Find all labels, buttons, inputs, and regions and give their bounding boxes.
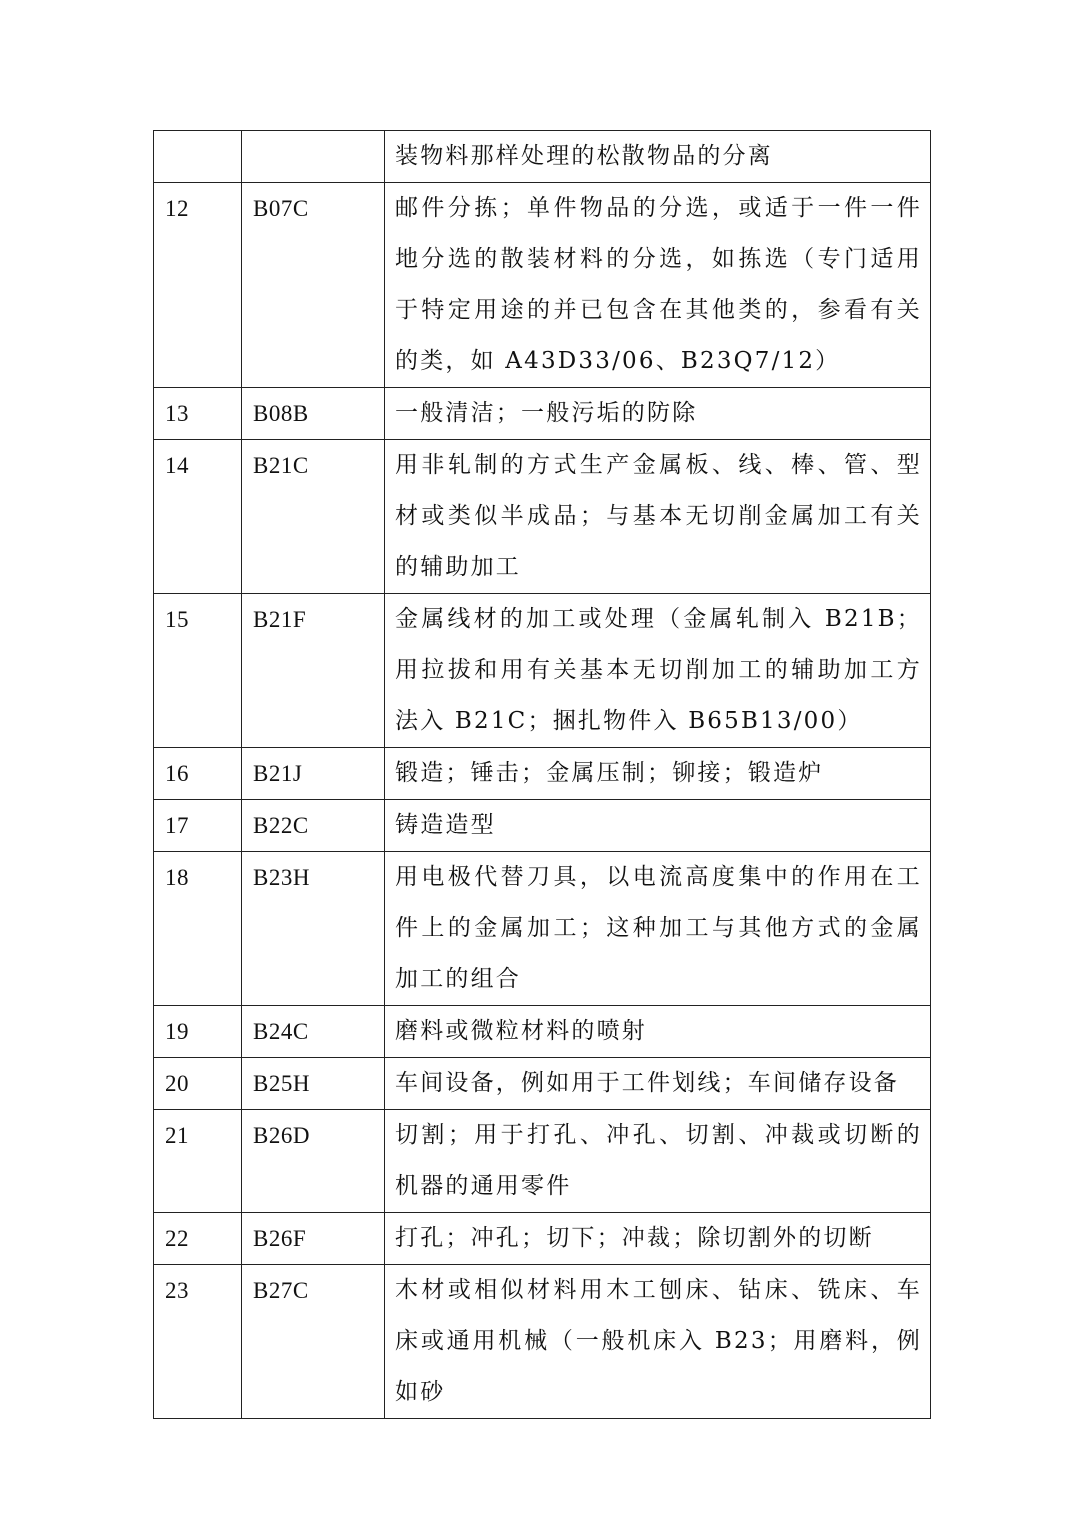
row-number-cell <box>154 388 242 440</box>
table-row <box>154 1006 931 1058</box>
row-number: 22 <box>165 1226 189 1251</box>
classification-table <box>153 130 931 1419</box>
class-code-cell <box>242 594 385 748</box>
row-number: 19 <box>165 1019 189 1044</box>
description-cell <box>385 748 931 800</box>
description-cell <box>385 440 931 594</box>
row-number-cell <box>154 748 242 800</box>
description-cell <box>385 388 931 440</box>
class-code: B26D <box>253 1123 310 1148</box>
description-cell <box>385 1213 931 1265</box>
description: 切割；用于打孔、冲孔、切割、冲裁或切断的机器的通用零件 <box>395 1122 922 1199</box>
row-number-cell <box>154 852 242 1006</box>
table-row <box>154 748 931 800</box>
table-row <box>154 594 931 748</box>
row-number: 17 <box>165 813 189 838</box>
row-number: 14 <box>165 453 189 478</box>
table-row <box>154 131 931 183</box>
class-code: B25H <box>253 1071 310 1096</box>
class-code-cell <box>242 1213 385 1265</box>
class-code-cell <box>242 440 385 594</box>
class-code: B21J <box>253 761 303 786</box>
table-row <box>154 1110 931 1213</box>
description-cell <box>385 131 931 183</box>
row-number: 12 <box>165 196 189 221</box>
table-body <box>154 131 931 1419</box>
description-cell <box>385 1110 931 1213</box>
description-cell <box>385 1058 931 1110</box>
class-code: B08B <box>253 401 309 426</box>
class-code-cell <box>242 1265 385 1419</box>
class-code: B21C <box>253 453 309 478</box>
class-code-cell <box>242 1058 385 1110</box>
description-cell <box>385 183 931 388</box>
description-cell <box>385 1006 931 1058</box>
class-code: B21F <box>253 607 307 632</box>
row-number-cell <box>154 594 242 748</box>
description: 打孔；冲孔；切下；冲裁；除切割外的切断 <box>395 1225 874 1251</box>
table-row <box>154 1213 931 1265</box>
row-number: 16 <box>165 761 189 786</box>
table-row <box>154 800 931 852</box>
description: 一般清洁；一般污垢的防除 <box>395 400 698 426</box>
row-number: 18 <box>165 865 189 890</box>
class-code-cell <box>242 131 385 183</box>
row-number-cell <box>154 131 242 183</box>
row-number: 21 <box>165 1123 189 1148</box>
class-code-cell <box>242 183 385 388</box>
class-code: B24C <box>253 1019 309 1044</box>
class-code: B22C <box>253 813 309 838</box>
description: 木材或相似材料用木工刨床、钻床、铣床、车床或通用机械（一般机床入 B23；用磨料，例如砂 <box>395 1277 922 1405</box>
description: 装物料那样处理的松散物品的分离 <box>395 143 773 169</box>
description-cell <box>385 594 931 748</box>
row-number-cell <box>154 183 242 388</box>
description: 磨料或微粒材料的喷射 <box>395 1018 647 1044</box>
row-number: 20 <box>165 1071 189 1096</box>
class-code-cell <box>242 800 385 852</box>
class-code-cell <box>242 388 385 440</box>
class-code: B26F <box>253 1226 307 1251</box>
table-row <box>154 388 931 440</box>
row-number: 13 <box>165 401 189 426</box>
class-code-cell <box>242 1006 385 1058</box>
description-cell <box>385 1265 931 1419</box>
table-row <box>154 852 931 1006</box>
row-number-cell <box>154 1006 242 1058</box>
description-cell <box>385 800 931 852</box>
description: 邮件分拣；单件物品的分选，或适于一件一件地分选的散装材料的分选，如拣选（专门适用于特定用途的并已包含在其他类的，参看有关的类，如 A43D33/06、B23Q7/12） <box>395 195 922 374</box>
description: 铸造造型 <box>395 812 496 838</box>
row-number-cell <box>154 1058 242 1110</box>
description-cell <box>385 852 931 1006</box>
class-code-cell <box>242 748 385 800</box>
row-number: 23 <box>165 1278 189 1303</box>
class-code: B07C <box>253 196 309 221</box>
table-row <box>154 440 931 594</box>
description: 金属线材的加工或处理（金属轧制入 B21B；用拉拔和用有关基本无切削加工的辅助加工方法入 B21C；捆扎物件入 B65B13/00） <box>395 606 922 734</box>
description: 用非轧制的方式生产金属板、线、棒、管、型材或类似半成品；与基本无切削金属加工有关的辅助加工 <box>395 452 922 580</box>
row-number: 15 <box>165 607 189 632</box>
class-code-cell <box>242 852 385 1006</box>
description: 用电极代替刀具，以电流高度集中的作用在工件上的金属加工；这种加工与其他方式的金属加工的组合 <box>395 864 922 992</box>
row-number-cell <box>154 440 242 594</box>
row-number-cell <box>154 1110 242 1213</box>
row-number-cell <box>154 800 242 852</box>
table-row <box>154 1265 931 1419</box>
class-code: B27C <box>253 1278 309 1303</box>
table-row <box>154 1058 931 1110</box>
table-row <box>154 183 931 388</box>
description: 车间设备，例如用于工件划线；车间储存设备 <box>395 1070 899 1096</box>
class-code: B23H <box>253 865 310 890</box>
class-code-cell <box>242 1110 385 1213</box>
row-number-cell <box>154 1213 242 1265</box>
description: 锻造；锤击；金属压制；铆接；锻造炉 <box>395 760 824 786</box>
row-number-cell <box>154 1265 242 1419</box>
